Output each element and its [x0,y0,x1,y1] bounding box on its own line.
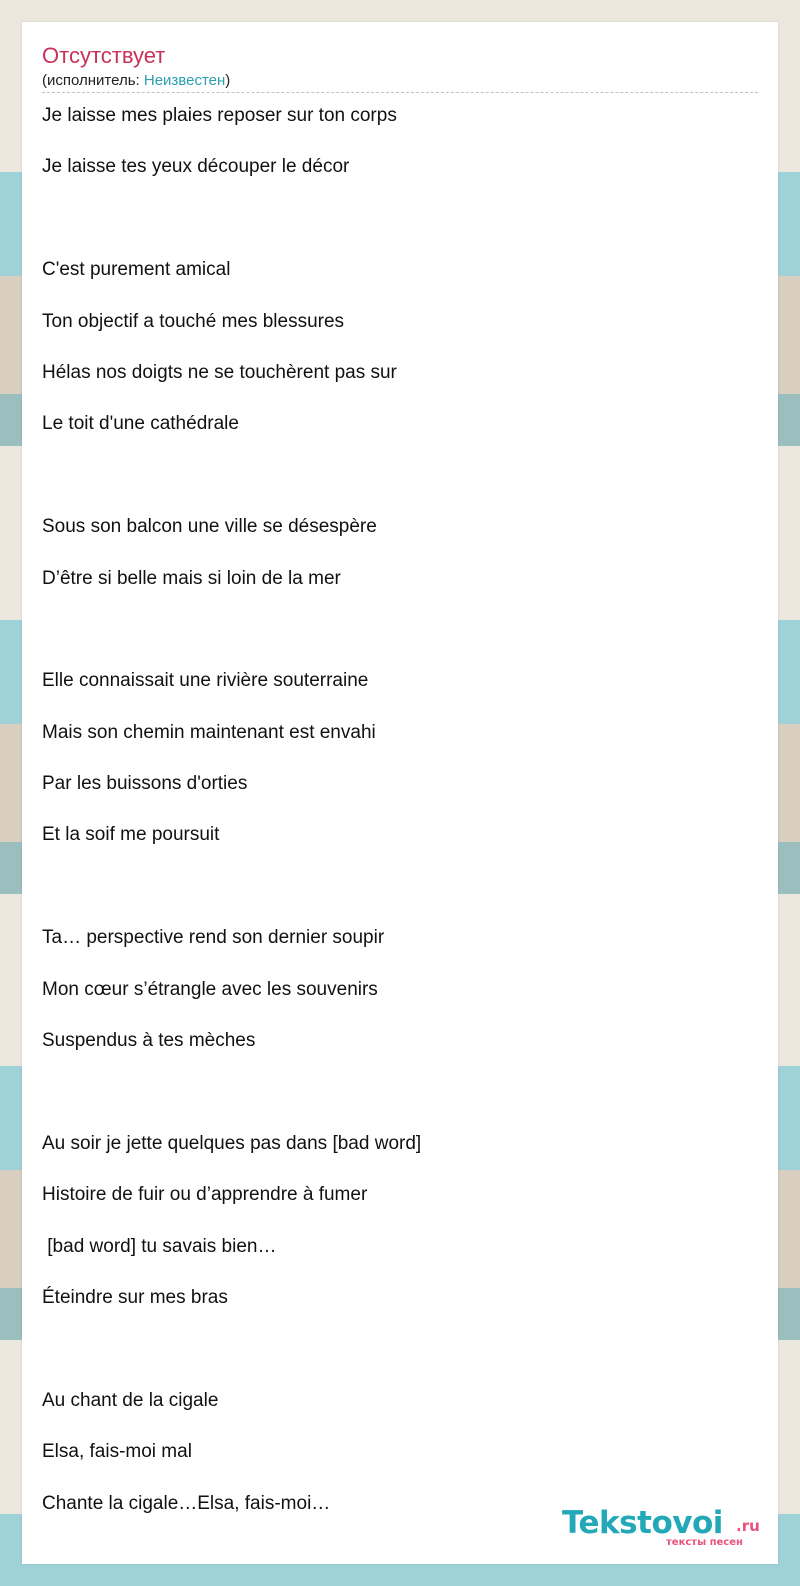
lyric-line: Le toit d'une cathédrale [42,413,239,435]
lyric-line [42,873,758,924]
lyric-line: Par les buissons d'orties [42,773,248,795]
lyric-line: Je laisse tes yeux découper le décor [42,156,350,178]
lyrics-body [42,102,758,1541]
lyric-line: C'est purement amical [42,259,231,281]
lyric-line [42,1335,758,1386]
lyric-line: D’être si belle mais si loin de la mer [42,567,341,589]
lyric-line: Et la soif me poursuit [42,824,220,846]
lyric-line: Hélas nos doigts ne se touchèrent pas sur [42,361,397,383]
lyric-line: Sous son balcon une ville se désespère [42,516,377,538]
lyric-line: Au soir je jette quelques pas dans [bad word] [42,1132,422,1154]
lyric-line: Elsa, fais-moi mal [42,1441,192,1463]
logo-wordmark: Tekstovoi [562,1505,723,1541]
logo-tld: .ru [736,1517,760,1535]
lyric-line [42,462,758,513]
logo-tagline: тексты песен [666,1537,743,1548]
lyric-line [42,1078,758,1129]
artist-suffix: ) [225,72,231,89]
lyric-line: Éteindre sur mes bras [42,1286,228,1308]
lyric-line: Au chant de la cigale [42,1389,219,1411]
lyric-line: Suspendus à tes mèches [42,1030,256,1052]
song-title: Отсутствует [42,43,166,68]
lyric-line: Mon cœur s’étrangle avec les souvenirs [42,978,378,1000]
title-divider [42,92,758,93]
artist-line [42,72,230,90]
lyric-line: Elle connaissait une rivière souterraine [42,670,369,692]
site-logo[interactable] [562,1506,772,1552]
lyric-line: Chante la cigale…Elsa, fais-moi… [42,1492,331,1514]
lyric-line: Je laisse mes plaies reposer sur ton corps [42,105,397,126]
artist-link[interactable]: Неизвестен [143,72,226,89]
lyric-line: Histoire de fuir ou d’apprendre à fumer [42,1184,368,1206]
lyric-line [42,205,758,256]
lyrics-card [22,22,778,1564]
lyric-line: Ton objectif a touché mes blessures [42,310,345,332]
lyric-line: [bad word] tu savais bien… [42,1235,277,1257]
lyric-line: Mais son chemin maintenant est envahi [42,721,376,743]
artist-prefix: (исполнитель: [42,72,144,89]
lyric-line: Ta… perspective rend son dernier soupir [42,927,385,949]
lyric-line [42,616,758,667]
